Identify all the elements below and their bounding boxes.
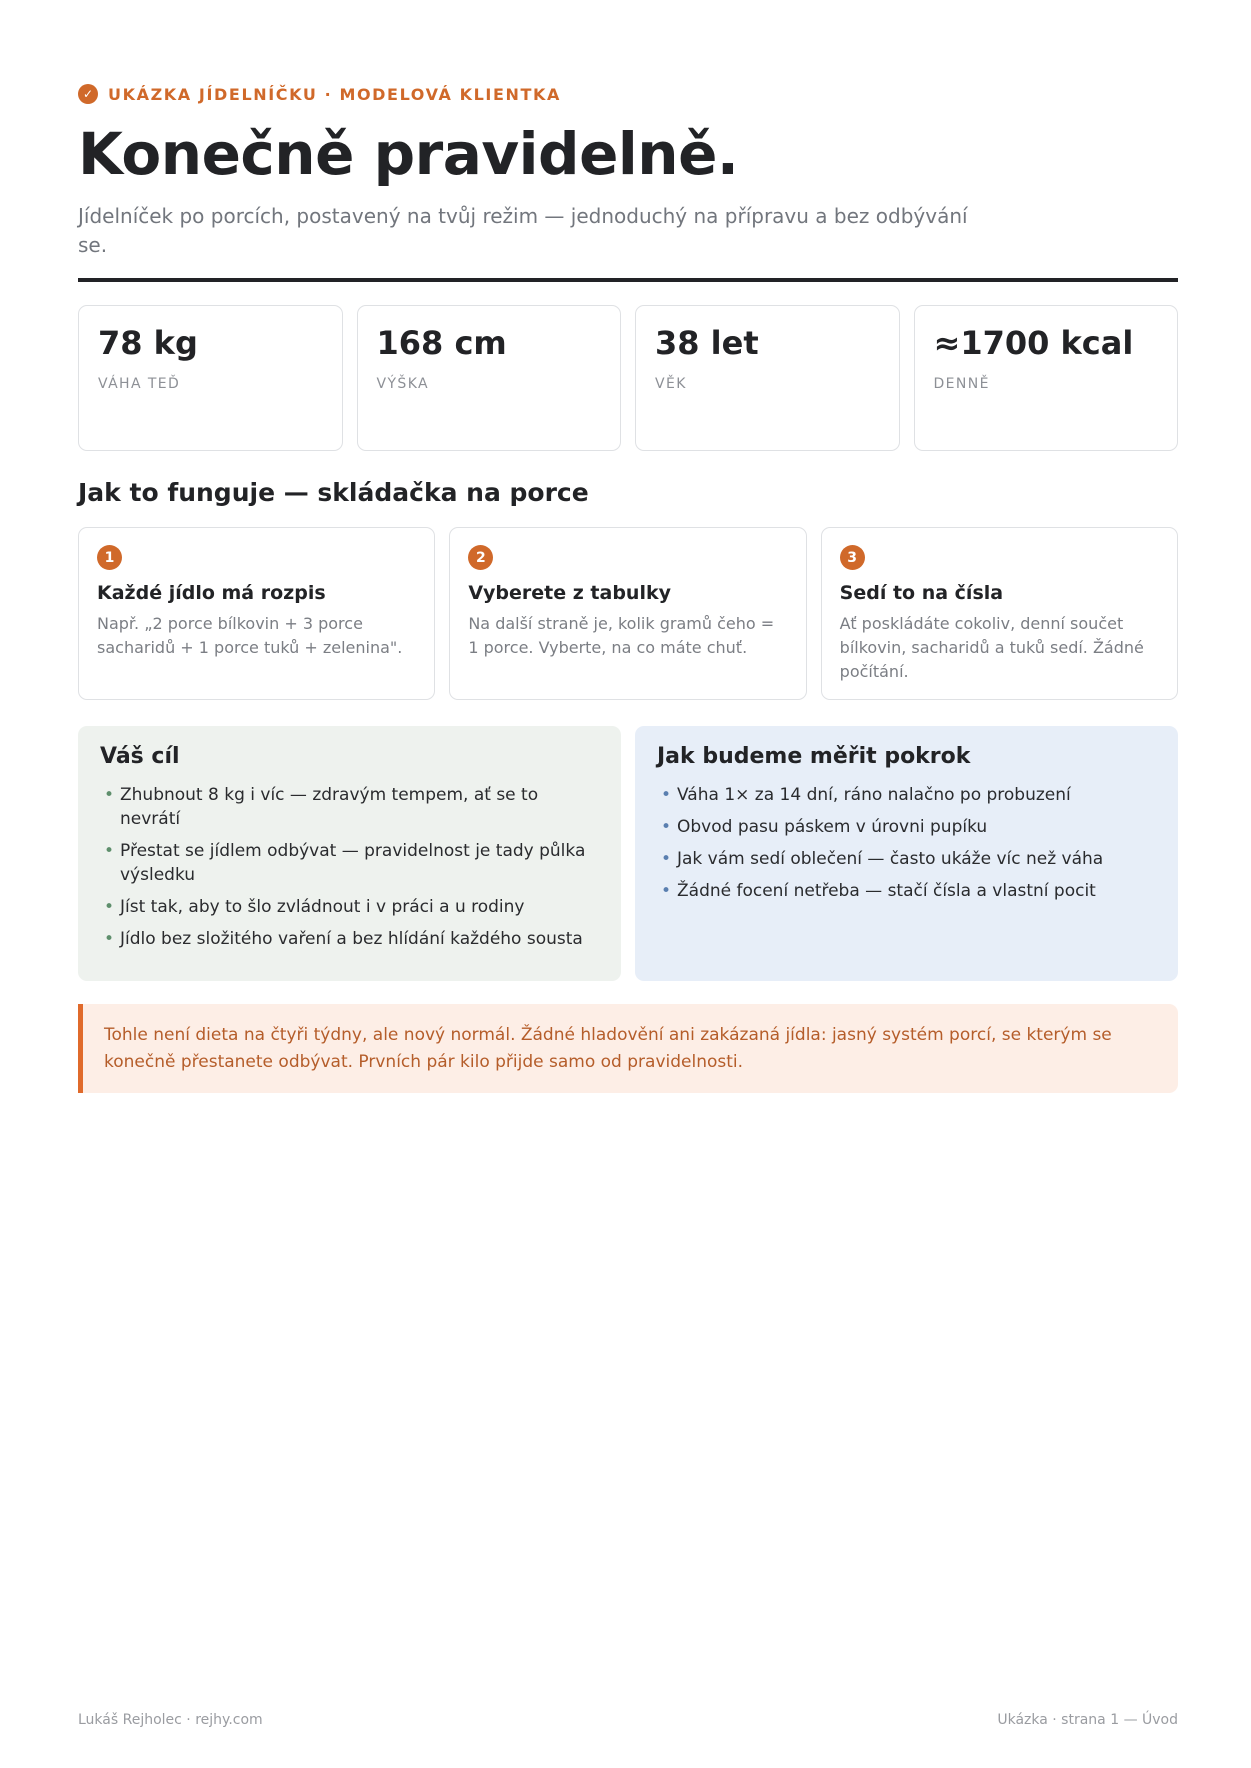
callout-note: Tohle není dieta na čtyři týdny, ale nový normál. Žádné hladovění ani zakázaná jídla: jasný systém porcí, se kterým se konečně přestanete odbývat. Prvních pár kilo přijde samo od pravidelnosti. bbox=[78, 1004, 1178, 1093]
stats-row bbox=[78, 305, 1178, 451]
step-title: Vyberete z tabulky bbox=[468, 582, 671, 604]
section-title-how-it-works: Jak to funguje — skládačka na porce bbox=[78, 478, 589, 507]
page-footer bbox=[78, 1712, 1178, 1728]
step-number-badge: 3 bbox=[840, 545, 865, 570]
info-boxes-row bbox=[78, 726, 1178, 981]
stat-value: ≈1700 kcal bbox=[933, 324, 1134, 362]
goal-box bbox=[78, 726, 621, 981]
goal-list bbox=[100, 783, 599, 951]
page-subtitle: Jídelníček po porcích, postavený na tvůj režim — jednoduchý na přípravu a bez odbývání se. bbox=[78, 204, 968, 257]
step-text: Ať poskládáte cokoliv, denní součet bílkovin, sacharidů a tuků sedí. Žádné počítání. bbox=[839, 614, 1144, 681]
step-card-3 bbox=[821, 527, 1178, 700]
stat-card-calories bbox=[914, 305, 1179, 451]
progress-list bbox=[657, 783, 1156, 903]
stat-value: 38 let bbox=[655, 324, 759, 362]
step-text: Např. „2 porce bílkovin + 3 porce sacharidů + 1 porce tuků + zelenina". bbox=[97, 614, 403, 657]
list-item: • Obvod pasu páskem v úrovni pupíku bbox=[657, 815, 1156, 839]
step-title: Každé jídlo má rozpis bbox=[97, 582, 326, 604]
list-item: • Váha 1× za 14 dní, ráno nalačno po probuzení bbox=[657, 783, 1156, 807]
list-item: • Jak vám sedí oblečení — často ukáže víc než váha bbox=[657, 847, 1156, 871]
step-text: Na další straně je, kolik gramů čeho = 1 porce. Vyberte, na co máte chuť. bbox=[468, 614, 775, 657]
list-item: • Jídlo bez složitého vaření a bez hlídání každého sousta bbox=[100, 927, 599, 951]
footer-author: Lukáš Rejholec · rejhy.com bbox=[78, 1712, 263, 1728]
step-card-2 bbox=[449, 527, 806, 700]
stat-label: VÝŠKA bbox=[376, 376, 430, 392]
step-number-badge: 1 bbox=[97, 545, 122, 570]
progress-title: Jak budeme měřit pokrok bbox=[657, 744, 971, 769]
eyebrow-text: UKÁZKA JÍDELNÍČKU · MODELOVÁ KLIENTKA bbox=[108, 84, 561, 104]
footer-page-info: Ukázka · strana 1 — Úvod bbox=[997, 1712, 1178, 1728]
list-item: • Přestat se jídlem odbývat — pravidelnost je tady půlka výsledku bbox=[100, 839, 599, 887]
stat-card-weight bbox=[78, 305, 343, 451]
check-circle-icon: ✓ bbox=[78, 84, 98, 104]
list-item: • Jíst tak, aby to šlo zvládnout i v práci a u rodiny bbox=[100, 895, 599, 919]
list-item: • Zhubnout 8 kg i víc — zdravým tempem, ať se to nevrátí bbox=[100, 783, 599, 831]
stat-label: VÁHA TEĎ bbox=[98, 376, 181, 392]
progress-box bbox=[635, 726, 1178, 981]
stat-card-age bbox=[635, 305, 900, 451]
steps-row bbox=[78, 527, 1178, 700]
step-number-badge: 2 bbox=[468, 545, 493, 570]
page-title: Konečně pravidelně. bbox=[78, 120, 739, 188]
goal-title: Váš cíl bbox=[100, 744, 180, 769]
stat-label: VĚK bbox=[655, 376, 687, 392]
divider bbox=[78, 278, 1178, 282]
stat-value: 168 cm bbox=[376, 324, 507, 362]
eyebrow bbox=[78, 84, 561, 104]
step-card-1 bbox=[78, 527, 435, 700]
step-title: Sedí to na čísla bbox=[839, 582, 1004, 604]
list-item: • Žádné focení netřeba — stačí čísla a vlastní pocit bbox=[657, 879, 1156, 903]
stat-value: 78 kg bbox=[98, 324, 198, 362]
stat-label: DENNĚ bbox=[933, 376, 990, 392]
stat-card-height bbox=[357, 305, 622, 451]
